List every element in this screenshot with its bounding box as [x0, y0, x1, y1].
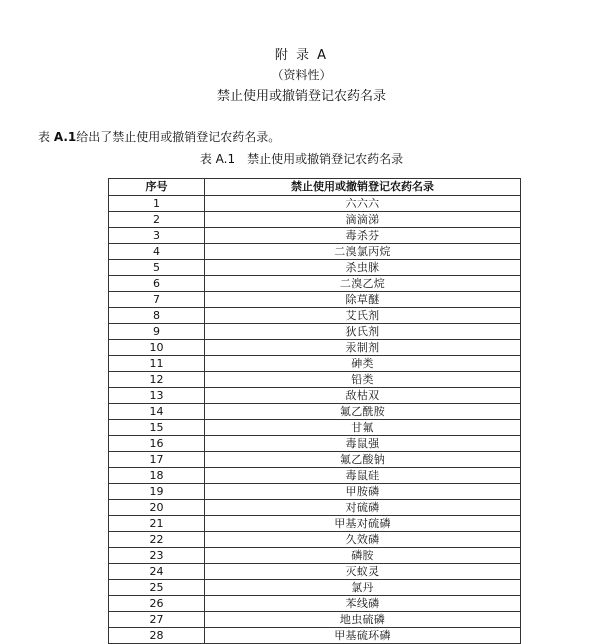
intro-text: 给出了禁止使用或撤销登记农药名录。 [76, 130, 281, 144]
row-number: 21 [109, 516, 205, 532]
row-pesticide-name: 除草醚 [205, 292, 521, 308]
row-pesticide-name: 二溴氯丙烷 [205, 244, 521, 260]
row-number: 16 [109, 436, 205, 452]
row-pesticide-name: 毒鼠强 [205, 436, 521, 452]
header-number: 序号 [109, 179, 205, 196]
intro-paragraph [38, 128, 280, 145]
row-pesticide-name: 杀虫脒 [205, 260, 521, 276]
row-pesticide-name: 甲胺磷 [205, 484, 521, 500]
row-pesticide-name: 艾氏剂 [205, 308, 521, 324]
table-row [109, 628, 521, 644]
row-pesticide-name: 久效磷 [205, 532, 521, 548]
table-row [109, 484, 521, 500]
row-number: 9 [109, 324, 205, 340]
row-number: 19 [109, 484, 205, 500]
row-number: 1 [109, 196, 205, 212]
table-row [109, 532, 521, 548]
row-pesticide-name: 六六六 [205, 196, 521, 212]
row-number: 18 [109, 468, 205, 484]
row-number: 25 [109, 580, 205, 596]
header-name: 禁止使用或撤销登记农药名录 [205, 179, 521, 196]
table-row [109, 212, 521, 228]
table-row [109, 580, 521, 596]
row-pesticide-name: 滴滴涕 [205, 212, 521, 228]
row-number: 22 [109, 532, 205, 548]
table-row [109, 276, 521, 292]
row-number: 4 [109, 244, 205, 260]
table-row [109, 420, 521, 436]
row-pesticide-name: 铅类 [205, 372, 521, 388]
row-pesticide-name: 地虫硫磷 [205, 612, 521, 628]
table-row [109, 612, 521, 628]
row-pesticide-name: 毒杀芬 [205, 228, 521, 244]
row-pesticide-name: 狄氏剂 [205, 324, 521, 340]
table-row [109, 196, 521, 212]
row-number: 14 [109, 404, 205, 420]
row-pesticide-name: 氟乙酸钠 [205, 452, 521, 468]
row-number: 10 [109, 340, 205, 356]
row-pesticide-name: 毒鼠硅 [205, 468, 521, 484]
table-row [109, 260, 521, 276]
table-row [109, 516, 521, 532]
appendix-heading: 禁止使用或撤销登记农药名录 [216, 89, 386, 104]
intro-table-ref: A.1 [53, 130, 77, 144]
row-number: 6 [109, 276, 205, 292]
appendix-title: 附 录 A [274, 48, 329, 63]
table-row [109, 324, 521, 340]
row-pesticide-name: 氟乙酰胺 [205, 404, 521, 420]
row-number: 20 [109, 500, 205, 516]
row-number: 2 [109, 212, 205, 228]
row-number: 11 [109, 356, 205, 372]
row-pesticide-name: 甘氟 [205, 420, 521, 436]
table-row [109, 372, 521, 388]
row-pesticide-name: 甲基对硫磷 [205, 516, 521, 532]
row-number: 3 [109, 228, 205, 244]
table-row [109, 500, 521, 516]
row-pesticide-name: 敌枯双 [205, 388, 521, 404]
row-number: 26 [109, 596, 205, 612]
table-caption: 表 A.1 禁止使用或撤销登记农药名录 [199, 152, 404, 166]
table-row [109, 468, 521, 484]
table-row [109, 228, 521, 244]
row-number: 5 [109, 260, 205, 276]
row-number: 8 [109, 308, 205, 324]
table-row [109, 452, 521, 468]
row-pesticide-name: 苯线磷 [205, 596, 521, 612]
row-pesticide-name: 磷胺 [205, 548, 521, 564]
row-number: 24 [109, 564, 205, 580]
pesticide-table [108, 178, 521, 644]
table-row [109, 340, 521, 356]
row-pesticide-name: 汞制剂 [205, 340, 521, 356]
table-body [109, 196, 521, 644]
row-pesticide-name: 砷类 [205, 356, 521, 372]
table-row [109, 244, 521, 260]
table-row [109, 308, 521, 324]
row-number: 13 [109, 388, 205, 404]
table-row [109, 388, 521, 404]
table-row [109, 548, 521, 564]
table-row [109, 404, 521, 420]
row-number: 12 [109, 372, 205, 388]
table-row [109, 356, 521, 372]
row-number: 17 [109, 452, 205, 468]
row-number: 7 [109, 292, 205, 308]
row-number: 28 [109, 628, 205, 644]
row-pesticide-name: 对硫磷 [205, 500, 521, 516]
row-pesticide-name: 二溴乙烷 [205, 276, 521, 292]
appendix-subtitle: （资料性） [271, 68, 332, 82]
row-pesticide-name: 灭蚁灵 [205, 564, 521, 580]
table-header-row [109, 179, 521, 196]
row-number: 15 [109, 420, 205, 436]
intro-prefix: 表 [38, 130, 54, 144]
row-number: 23 [109, 548, 205, 564]
table-row [109, 596, 521, 612]
row-pesticide-name: 甲基硫环磷 [205, 628, 521, 644]
table-row [109, 564, 521, 580]
table-row [109, 292, 521, 308]
table-row [109, 436, 521, 452]
row-pesticide-name: 氯丹 [205, 580, 521, 596]
row-number: 27 [109, 612, 205, 628]
